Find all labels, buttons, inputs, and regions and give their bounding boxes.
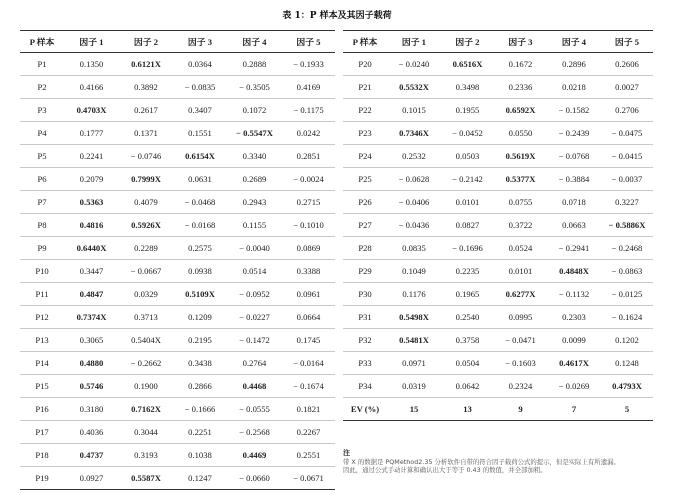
- loading-cell: 0.0664: [282, 306, 335, 329]
- table-row: [343, 260, 653, 283]
- loading-cell: 0.1965: [441, 283, 494, 306]
- loading-cell: 5: [601, 398, 653, 421]
- loading-cell: 0.4036: [64, 421, 119, 444]
- loading-cell: 0.0242: [282, 122, 335, 145]
- loading-cell: 0.0329: [119, 283, 173, 306]
- loading-cell: 0.1672: [494, 53, 547, 76]
- loading-cell: 0.0319: [387, 375, 441, 398]
- loading-cell: − 0.1933: [282, 53, 335, 76]
- loading-cell: 7: [547, 398, 601, 421]
- table-row: [20, 398, 335, 421]
- loading-cell: 0.4169: [282, 76, 335, 99]
- loading-cell: 0.5404X: [119, 329, 173, 352]
- sample-id-cell: P9: [20, 237, 64, 260]
- loading-cell: − 0.1472: [227, 329, 282, 352]
- loading-cell: 0.5532X: [387, 76, 441, 99]
- loading-cell: 0.2251: [173, 421, 227, 444]
- sample-id-cell: P31: [343, 306, 387, 329]
- loading-cell: 0.4880: [64, 352, 119, 375]
- table-row: [20, 352, 335, 375]
- loading-cell: 0.7374X: [64, 306, 119, 329]
- loading-cell: 0.2532: [387, 145, 441, 168]
- loading-cell: − 0.0164: [282, 352, 335, 375]
- loading-cell: 0.1777: [64, 122, 119, 145]
- loading-cell: 0.1155: [227, 214, 282, 237]
- loading-cell: 0.3407: [173, 99, 227, 122]
- sample-id-cell: P3: [20, 99, 64, 122]
- sample-id-cell: P33: [343, 352, 387, 375]
- loading-cell: 0.0027: [601, 76, 653, 99]
- loading-cell: 0.4469: [227, 444, 282, 467]
- sample-id-cell: P8: [20, 214, 64, 237]
- col-header-factor-5: 因子 5: [282, 31, 335, 53]
- loading-cell: 0.2540: [441, 306, 494, 329]
- sample-id-cell: P10: [20, 260, 64, 283]
- table-row: [20, 375, 335, 398]
- loading-cell: 0.0101: [494, 260, 547, 283]
- loading-cell: 0.0971: [387, 352, 441, 375]
- loading-cell: − 0.0406: [387, 191, 441, 214]
- sample-id-cell: P15: [20, 375, 64, 398]
- loading-cell: − 0.0024: [282, 168, 335, 191]
- sample-id-cell: P29: [343, 260, 387, 283]
- table-notes: [343, 449, 668, 475]
- loading-cell: − 0.0667: [119, 260, 173, 283]
- loading-cell: 0.5481X: [387, 329, 441, 352]
- loading-cell: − 0.0555: [227, 398, 282, 421]
- sample-id-cell: P7: [20, 191, 64, 214]
- col-header-factor-2: 因子 2: [441, 31, 494, 53]
- table-row: [343, 283, 653, 306]
- loading-cell: − 0.0040: [227, 237, 282, 260]
- loading-cell: − 0.0768: [547, 145, 601, 168]
- loading-cell: − 0.5886X: [601, 214, 653, 237]
- loading-cell: 0.6277X: [494, 283, 547, 306]
- sample-id-cell: P30: [343, 283, 387, 306]
- table-row: [20, 444, 335, 467]
- loading-cell: − 0.2468: [601, 237, 653, 260]
- loading-cell: 0.2943: [227, 191, 282, 214]
- loading-cell: − 0.0952: [227, 283, 282, 306]
- loading-cell: 0.0503: [441, 145, 494, 168]
- sample-id-cell: P19: [20, 467, 64, 490]
- loading-cell: 0.6440X: [64, 237, 119, 260]
- loading-cell: − 0.0475: [601, 122, 653, 145]
- loading-cell: 0.2888: [227, 53, 282, 76]
- table-row: [20, 76, 335, 99]
- loading-cell: 0.2764: [227, 352, 282, 375]
- loading-cell: 0.7999X: [119, 168, 173, 191]
- loading-cell: 0.1247: [173, 467, 227, 490]
- loading-cell: − 0.0628: [387, 168, 441, 191]
- loading-cell: − 0.0471: [494, 329, 547, 352]
- loading-cell: 0.6154X: [173, 145, 227, 168]
- loading-cell: 0.4848X: [547, 260, 601, 283]
- sample-id-cell: P32: [343, 329, 387, 352]
- col-header-factor-1: 因子 1: [387, 31, 441, 53]
- loading-cell: 0.0550: [494, 122, 547, 145]
- loading-cell: − 0.1666: [173, 398, 227, 421]
- loading-cell: 0.3388: [282, 260, 335, 283]
- table-row: [20, 467, 335, 490]
- table-title: 表 1：P 样本及其因子载荷: [282, 11, 392, 21]
- loading-cell: 0.3065: [64, 329, 119, 352]
- loading-cell: 0.4793X: [601, 375, 653, 398]
- loading-cell: 0.0099: [547, 329, 601, 352]
- loading-cell: 15: [387, 398, 441, 421]
- loading-cell: 0.0218: [547, 76, 601, 99]
- sample-id-cell: P24: [343, 145, 387, 168]
- table-row: [343, 237, 653, 260]
- loading-cell: 0.2851: [282, 145, 335, 168]
- loading-cell: 0.3180: [64, 398, 119, 421]
- loading-cell: 0.1371: [119, 122, 173, 145]
- sample-id-cell: P1: [20, 53, 64, 76]
- loading-cell: 0.0835: [387, 237, 441, 260]
- loading-cell: 0.2195: [173, 329, 227, 352]
- table-row: [20, 99, 335, 122]
- loading-cell: 0.4079: [119, 191, 173, 214]
- col-header-factor-1: 因子 1: [64, 31, 119, 53]
- loading-cell: 0.1900: [119, 375, 173, 398]
- loading-cell: 0.2267: [282, 421, 335, 444]
- loading-cell: 0.2551: [282, 444, 335, 467]
- loading-cell: 0.4816: [64, 214, 119, 237]
- loading-cell: 0.2715: [282, 191, 335, 214]
- table-row: [343, 99, 653, 122]
- loading-cell: 0.3892: [119, 76, 173, 99]
- col-header-factor-2: 因子 2: [119, 31, 173, 53]
- loading-cell: 0.3713: [119, 306, 173, 329]
- sample-id-cell: P4: [20, 122, 64, 145]
- loading-cell: 0.2617: [119, 99, 173, 122]
- loading-cell: 0.3498: [441, 76, 494, 99]
- sample-id-cell: P14: [20, 352, 64, 375]
- loading-cell: 0.0642: [441, 375, 494, 398]
- loading-cell: 0.1745: [282, 329, 335, 352]
- loading-cell: 0.2241: [64, 145, 119, 168]
- loading-cell: 0.5109X: [173, 283, 227, 306]
- loading-cell: − 0.1624: [601, 306, 653, 329]
- loading-cell: 0.5377X: [494, 168, 547, 191]
- sample-id-cell: EV (%): [343, 398, 387, 421]
- sample-id-cell: P6: [20, 168, 64, 191]
- factor-loading-table-right: [343, 30, 653, 421]
- loading-cell: 0.0663: [547, 214, 601, 237]
- loading-cell: 0.0927: [64, 467, 119, 490]
- loading-cell: 0.2896: [547, 53, 601, 76]
- table-row: [343, 375, 653, 398]
- col-header-sample: P 样本: [343, 31, 387, 53]
- loading-cell: 0.3438: [173, 352, 227, 375]
- sample-id-cell: P25: [343, 168, 387, 191]
- loading-cell: 0.1248: [601, 352, 653, 375]
- sample-id-cell: P17: [20, 421, 64, 444]
- table-row: [20, 283, 335, 306]
- loading-cell: 0.0869: [282, 237, 335, 260]
- loading-cell: − 0.1603: [494, 352, 547, 375]
- table-header-row: [343, 31, 653, 53]
- loading-cell: 0.3044: [119, 421, 173, 444]
- table-row: [20, 421, 335, 444]
- loading-cell: 0.3227: [601, 191, 653, 214]
- loading-cell: 0.2289: [119, 237, 173, 260]
- loading-cell: − 0.2941: [547, 237, 601, 260]
- loading-cell: 0.1551: [173, 122, 227, 145]
- sample-id-cell: P28: [343, 237, 387, 260]
- loading-cell: − 0.2142: [441, 168, 494, 191]
- notes-heading: 注: [343, 449, 350, 457]
- loading-cell: − 0.3884: [547, 168, 601, 191]
- table-row: [343, 214, 653, 237]
- sample-id-cell: P16: [20, 398, 64, 421]
- loading-cell: 0.2706: [601, 99, 653, 122]
- sample-id-cell: P20: [343, 53, 387, 76]
- notes-line-1: 带 X 的数据是 PQMethod2.35 分析软件自带的符合因子载荷公式的提示，但是实际上有所遗漏。: [343, 458, 620, 467]
- loading-cell: 0.3340: [227, 145, 282, 168]
- sample-id-cell: P21: [343, 76, 387, 99]
- loading-cell: 0.3758: [441, 329, 494, 352]
- col-header-factor-5: 因子 5: [601, 31, 653, 53]
- col-header-factor-3: 因子 3: [494, 31, 547, 53]
- table-row: [343, 145, 653, 168]
- loading-cell: 0.2606: [601, 53, 653, 76]
- table-row: [343, 53, 653, 76]
- loading-cell: 0.0995: [494, 306, 547, 329]
- loading-cell: − 0.0746: [119, 145, 173, 168]
- loading-cell: 0.1350: [64, 53, 119, 76]
- table-row: [343, 122, 653, 145]
- loading-cell: − 0.2568: [227, 421, 282, 444]
- loading-cell: 0.0961: [282, 283, 335, 306]
- loading-cell: 0.3447: [64, 260, 119, 283]
- sample-id-cell: P5: [20, 145, 64, 168]
- loading-cell: 0.4847: [64, 283, 119, 306]
- loading-cell: − 0.0436: [387, 214, 441, 237]
- sample-id-cell: P12: [20, 306, 64, 329]
- loading-cell: − 0.0468: [173, 191, 227, 214]
- sample-id-cell: P23: [343, 122, 387, 145]
- loading-cell: 0.0827: [441, 214, 494, 237]
- table-row: [343, 168, 653, 191]
- loading-cell: 0.2336: [494, 76, 547, 99]
- loading-cell: 0.6516X: [441, 53, 494, 76]
- loading-cell: − 0.0125: [601, 283, 653, 306]
- sample-id-cell: P34: [343, 375, 387, 398]
- loading-cell: 0.0364: [173, 53, 227, 76]
- loading-cell: 0.2866: [173, 375, 227, 398]
- loading-cell: − 0.0452: [441, 122, 494, 145]
- loading-cell: 0.5746: [64, 375, 119, 398]
- loading-cell: 0.7346X: [387, 122, 441, 145]
- sample-id-cell: P11: [20, 283, 64, 306]
- loading-cell: − 0.0227: [227, 306, 282, 329]
- loading-cell: − 0.0168: [173, 214, 227, 237]
- table-row: [20, 237, 335, 260]
- loading-cell: 0.0755: [494, 191, 547, 214]
- table-row: [20, 168, 335, 191]
- loading-cell: − 0.1674: [282, 375, 335, 398]
- col-header-sample: P 样本: [20, 31, 64, 53]
- table-row: [343, 352, 653, 375]
- loading-cell: 0.4468: [227, 375, 282, 398]
- loading-cell: 0.4703X: [64, 99, 119, 122]
- table-row: [343, 306, 653, 329]
- loading-cell: 0.0938: [173, 260, 227, 283]
- loading-cell: 0.6592X: [494, 99, 547, 122]
- loading-cell: − 0.0415: [601, 145, 653, 168]
- sample-id-cell: P22: [343, 99, 387, 122]
- table-row: [20, 191, 335, 214]
- table-row: [20, 260, 335, 283]
- loading-cell: 0.1955: [441, 99, 494, 122]
- loading-cell: 0.1038: [173, 444, 227, 467]
- loading-cell: 0.5498X: [387, 306, 441, 329]
- loading-cell: − 0.0863: [601, 260, 653, 283]
- loading-cell: − 0.1010: [282, 214, 335, 237]
- loading-cell: 0.7162X: [119, 398, 173, 421]
- table-row: [20, 214, 335, 237]
- loading-cell: 0.1015: [387, 99, 441, 122]
- table-row: [20, 122, 335, 145]
- loading-cell: − 0.0037: [601, 168, 653, 191]
- loading-cell: 0.0631: [173, 168, 227, 191]
- loading-cell: 0.0524: [494, 237, 547, 260]
- sample-id-cell: P13: [20, 329, 64, 352]
- table-row: [343, 76, 653, 99]
- col-header-factor-4: 因子 4: [227, 31, 282, 53]
- loading-cell: − 0.1582: [547, 99, 601, 122]
- loading-cell: − 0.1132: [547, 283, 601, 306]
- sample-id-cell: P18: [20, 444, 64, 467]
- loading-cell: 0.0718: [547, 191, 601, 214]
- col-header-factor-4: 因子 4: [547, 31, 601, 53]
- loading-cell: 0.5363: [64, 191, 119, 214]
- loading-cell: − 0.0660: [227, 467, 282, 490]
- loading-cell: 0.1821: [282, 398, 335, 421]
- ev-row: [343, 398, 653, 421]
- loading-cell: − 0.2439: [547, 122, 601, 145]
- table-row: [20, 329, 335, 352]
- loading-cell: 0.4737: [64, 444, 119, 467]
- loading-cell: − 0.1696: [441, 237, 494, 260]
- loading-cell: 0.1202: [601, 329, 653, 352]
- loading-cell: 0.2324: [494, 375, 547, 398]
- loading-cell: − 0.1175: [282, 99, 335, 122]
- loading-cell: 0.0101: [441, 191, 494, 214]
- table-row: [343, 191, 653, 214]
- loading-cell: 0.0504: [441, 352, 494, 375]
- loading-cell: 0.4166: [64, 76, 119, 99]
- loading-cell: 0.3722: [494, 214, 547, 237]
- loading-cell: − 0.2662: [119, 352, 173, 375]
- loading-cell: 0.2079: [64, 168, 119, 191]
- loading-cell: − 0.0269: [547, 375, 601, 398]
- loading-cell: 9: [494, 398, 547, 421]
- loading-cell: 0.1072: [227, 99, 282, 122]
- loading-cell: 0.1176: [387, 283, 441, 306]
- loading-cell: − 0.3505: [227, 76, 282, 99]
- factor-loading-table-left: [20, 30, 335, 490]
- loading-cell: 0.1209: [173, 306, 227, 329]
- loading-cell: − 0.0671: [282, 467, 335, 490]
- loading-cell: 0.4617X: [547, 352, 601, 375]
- table-header-row: [20, 31, 335, 53]
- loading-cell: 0.6121X: [119, 53, 173, 76]
- sample-id-cell: P26: [343, 191, 387, 214]
- loading-cell: 0.1049: [387, 260, 441, 283]
- sample-id-cell: P2: [20, 76, 64, 99]
- loading-cell: 13: [441, 398, 494, 421]
- loading-cell: − 0.0240: [387, 53, 441, 76]
- table-row: [20, 306, 335, 329]
- table-row: [343, 329, 653, 352]
- loading-cell: 0.2303: [547, 306, 601, 329]
- table-row: [20, 53, 335, 76]
- loading-cell: 0.2235: [441, 260, 494, 283]
- loading-cell: 0.3193: [119, 444, 173, 467]
- loading-cell: 0.2575: [173, 237, 227, 260]
- col-header-factor-3: 因子 3: [173, 31, 227, 53]
- loading-cell: − 0.5547X: [227, 122, 282, 145]
- loading-cell: 0.0514: [227, 260, 282, 283]
- notes-line-2: 因此，通过公式手动计算和确认出大于等于 0.43 的数值，并全部加粗。: [343, 466, 547, 475]
- loading-cell: 0.2689: [227, 168, 282, 191]
- loading-cell: 0.5926X: [119, 214, 173, 237]
- loading-cell: 0.5587X: [119, 467, 173, 490]
- table-row: [20, 145, 335, 168]
- loading-cell: − 0.0835: [173, 76, 227, 99]
- loading-cell: 0.5619X: [494, 145, 547, 168]
- sample-id-cell: P27: [343, 214, 387, 237]
